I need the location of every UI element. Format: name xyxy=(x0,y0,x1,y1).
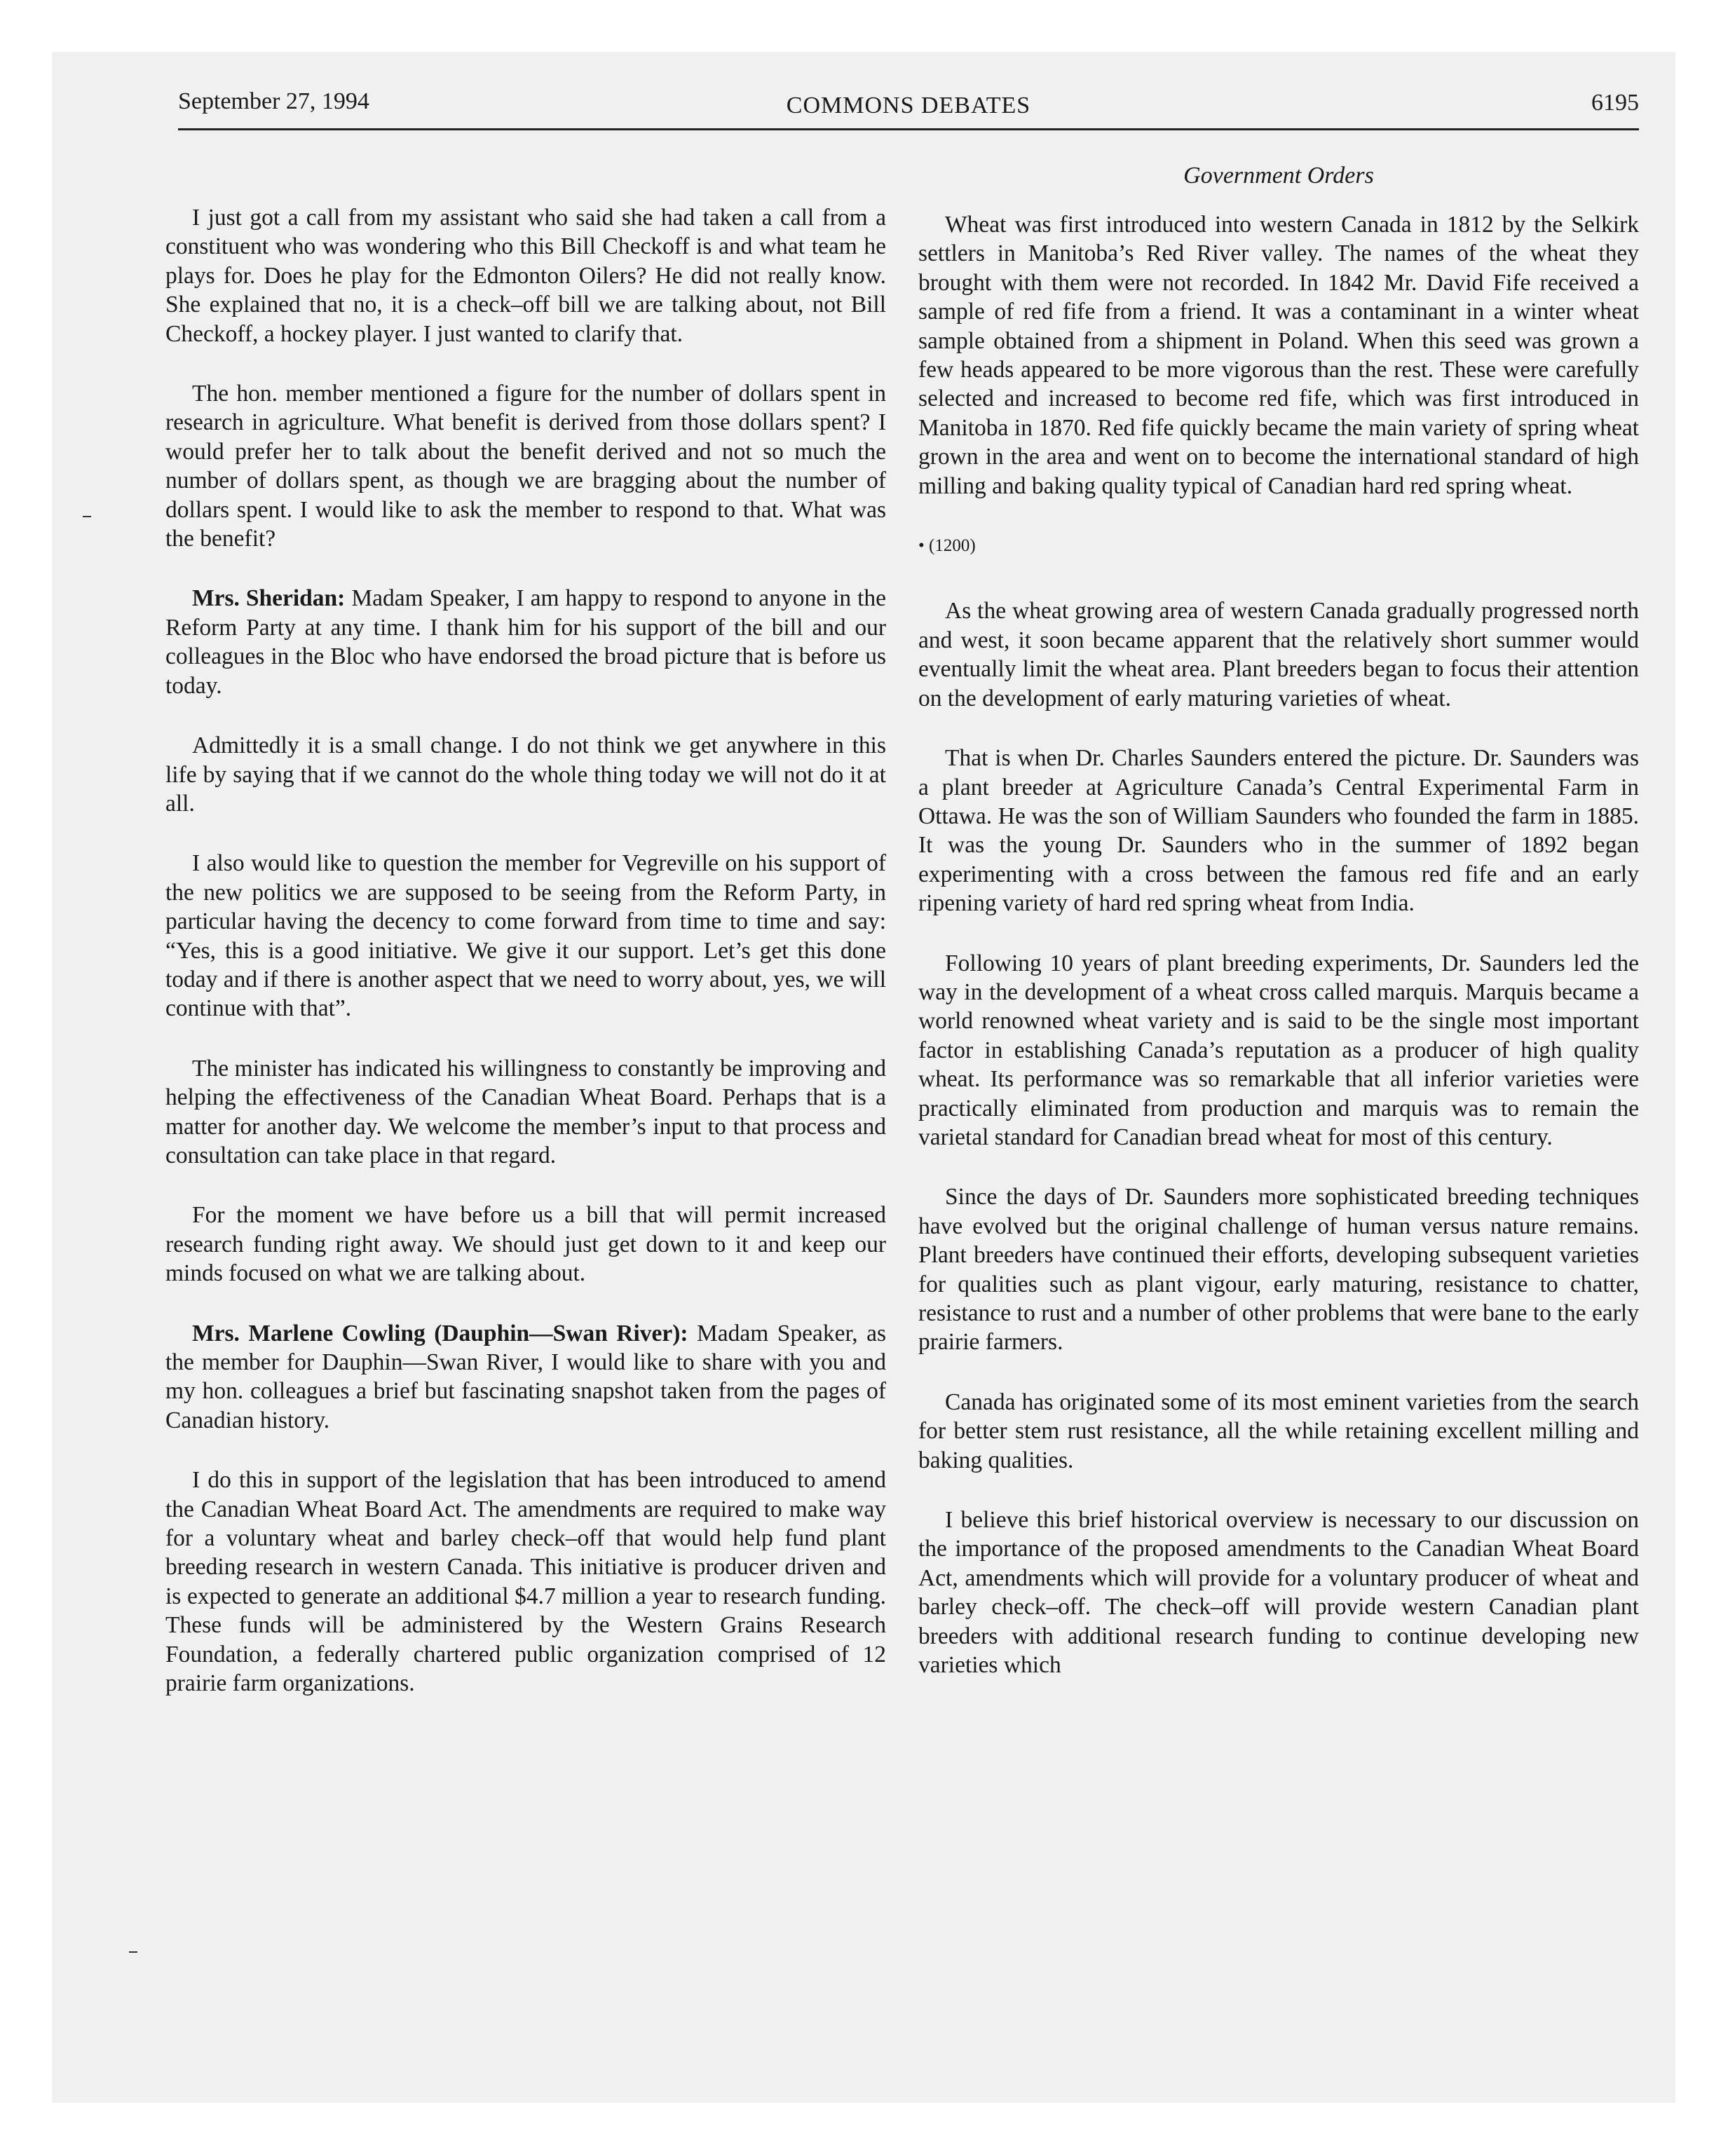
paragraph-text: I believe this brief historical overview is necessary to our discussion on the importance of the proposed amendments to the Canadian Wheat Board Act, amendments which will provide for a voluntary producer of wheat and barley check–off. The check–off will provide western Canadian plant breeders with additional research funding to continue developing new varieties which xyxy=(918,1507,1639,1679)
paragraph xyxy=(165,584,886,700)
paragraph xyxy=(165,1319,886,1435)
paragraph xyxy=(165,379,886,553)
paragraph xyxy=(918,949,1639,1152)
paragraph-text: Canada has originated some of its most eminent varieties from the search for better stem rust resistance, all the while retaining excellent milling and baking qualities. xyxy=(918,1389,1639,1473)
paragraph xyxy=(165,849,886,1023)
paragraph xyxy=(918,1388,1639,1475)
paragraph-text: I just got a call from my assistant who said she had taken a call from a constituent who was wondering who this Bill Checkoff is and what team he plays for. Does he play for the Edmonton Oilers? He did not really know. She explained that no, it is a check–off bill we are talking about, not Bill Checkoff, a hockey player. I just wanted to clarify that. xyxy=(165,205,886,347)
left-column xyxy=(165,203,886,1728)
page-number: 6195 xyxy=(1591,90,1639,116)
time-marker: • (1200) xyxy=(918,536,976,556)
paragraph-text: For the moment we have before us a bill that will permit increased research funding right away. We should just get down to it and keep our minds focused on what we are talking about. xyxy=(165,1202,886,1287)
paragraph xyxy=(165,1466,886,1698)
paragraph-text: That is when Dr. Charles Saunders entered the picture. Dr. Saunders was a plant breeder at Agriculture Canada’s Central Experimental Farm in Ottawa. He was the son of William Saunders who founded the farm in 1885. It was the young Dr. Saunders who in the summer of 1892 began experimenting with a cross between the famous red fife and an early ripening variety of hard red spring wheat from India. xyxy=(918,745,1639,917)
paragraph-text: I do this in support of the legislation that has been introduced to amend the Canadian Wheat Board Act. The amendments are required to make way for a voluntary wheat and barley check–off that would help fund plant breeding research in western Canada. This initiative is producer driven and is expected to generate an additional $4.7 million a year to research funding. These funds will be administered by the Western Grains Research Foundation, a federally chartered public organization comprised of 12 prairie farm organizations. xyxy=(165,1467,886,1697)
paragraph-text: Wheat was first introduced into western Canada in 1812 by the Selkirk settlers in Manitoba’s Red River valley. The names of the wheat they brought with them were not recorded. In 1842 Mr. David Fife received a sample of red fife from a friend. It was a contaminant in a winter wheat sample obtained from a shipment in Poland. When this seed was grown a few heads appeared to be more vigorous than the rest. These were carefully selected and increased to become red fife, which was first introduced in Manitoba in 1870. Red fife quickly became the main variety of spring wheat grown in the area and went on to become the international standard of high milling and baking quality typical of Canadian hard red spring wheat. xyxy=(918,212,1639,499)
paragraph xyxy=(918,1506,1639,1679)
paragraph xyxy=(165,731,886,818)
paragraph xyxy=(918,210,1639,500)
paragraph-text: Following 10 years of plant breeding experiments, Dr. Saunders led the way in the development of a wheat cross called marquis. Marquis became a world renowned wheat variety and is said to be the single most important factor in establishing Canada’s reputation as a producer of high quality wheat. Its performance was so remarkable that all inferior varieties were practically eliminated from production and marquis was to remain the varietal standard for Canadian bread wheat for most of this century. xyxy=(918,950,1639,1150)
section-label: Government Orders xyxy=(1183,163,1374,189)
page-header xyxy=(178,88,1639,130)
paragraph-text: I also would like to question the member for Vegreville on his support of the new politics we are supposed to be seeing from the Reform Party, in particular having the decency to come forward from time to time and say: “Yes, this is a good initiative. We give it our support. Let’s get this done today and if there is another aspect that we need to worry about, yes, we will continue with that”. xyxy=(165,850,886,1022)
speaker-name: Mrs. Marlene Cowling (Dauphin—Swan River): xyxy=(192,1320,688,1346)
paragraph xyxy=(918,1182,1639,1356)
header-rule xyxy=(178,128,1639,130)
paragraph-text: Madam Speaker, as the member for Dauphin—Swan River, I would like to share with you and my hon. colleagues a brief but fascinating snapshot taken from the pages of Canadian history. xyxy=(165,1320,886,1433)
publication-title: COMMONS DEBATES xyxy=(786,93,1031,118)
paragraph xyxy=(165,203,886,348)
paragraph xyxy=(918,744,1639,917)
margin-mark xyxy=(83,516,91,517)
paragraph xyxy=(918,596,1639,713)
paragraph-text: Madam Speaker, I am happy to respond to anyone in the Reform Party at any time. I thank him for his support of the bill and our colleagues in the Bloc who have endorsed the broad picture that is before us today. xyxy=(165,585,887,699)
header-date: September 27, 1994 xyxy=(178,88,369,114)
paragraph-text: Admittedly it is a small change. I do not think we get anywhere in this life by saying that if we cannot do the whole thing today we will not do it at all. xyxy=(165,732,886,817)
paragraph-text: Since the days of Dr. Saunders more sophisticated breeding techniques have evolved but the original challenge of human versus nature remains. Plant breeders have continued their efforts, developing subsequent varieties for qualities such as plant vigour, early maturing, resistance to chatter, resistance to rust and a number of other problems that were bane to the early prairie farmers. xyxy=(918,1184,1639,1356)
paragraph-text: The hon. member mentioned a figure for the number of dollars spent in research in agriculture. What benefit is derived from those dollars spent? I would prefer her to talk about the benefit derived and not so much the number of dollars spent, as though we are bragging about the number of dollars spent. I would like to ask the member to respond to that. What was the benefit? xyxy=(165,381,886,552)
margin-mark xyxy=(129,1951,137,1953)
paragraph-text: As the wheat growing area of western Canada gradually progressed north and west, it soon became apparent that the relatively short summer would eventually limit the wheat area. Plant breeders began to focus their attention on the development of early maturing varieties of wheat. xyxy=(918,598,1639,711)
speaker-name: Mrs. Sheridan: xyxy=(192,585,346,612)
paragraph xyxy=(165,1201,886,1288)
paragraph xyxy=(165,1054,886,1171)
right-column xyxy=(918,210,1639,1710)
paragraph-text: The minister has indicated his willingness to constantly be improving and helping the effectiveness of the Canadian Wheat Board. Perhaps that is a matter for another day. We welcome the member’s input to that process and consultation can take place in that regard. xyxy=(165,1055,886,1168)
